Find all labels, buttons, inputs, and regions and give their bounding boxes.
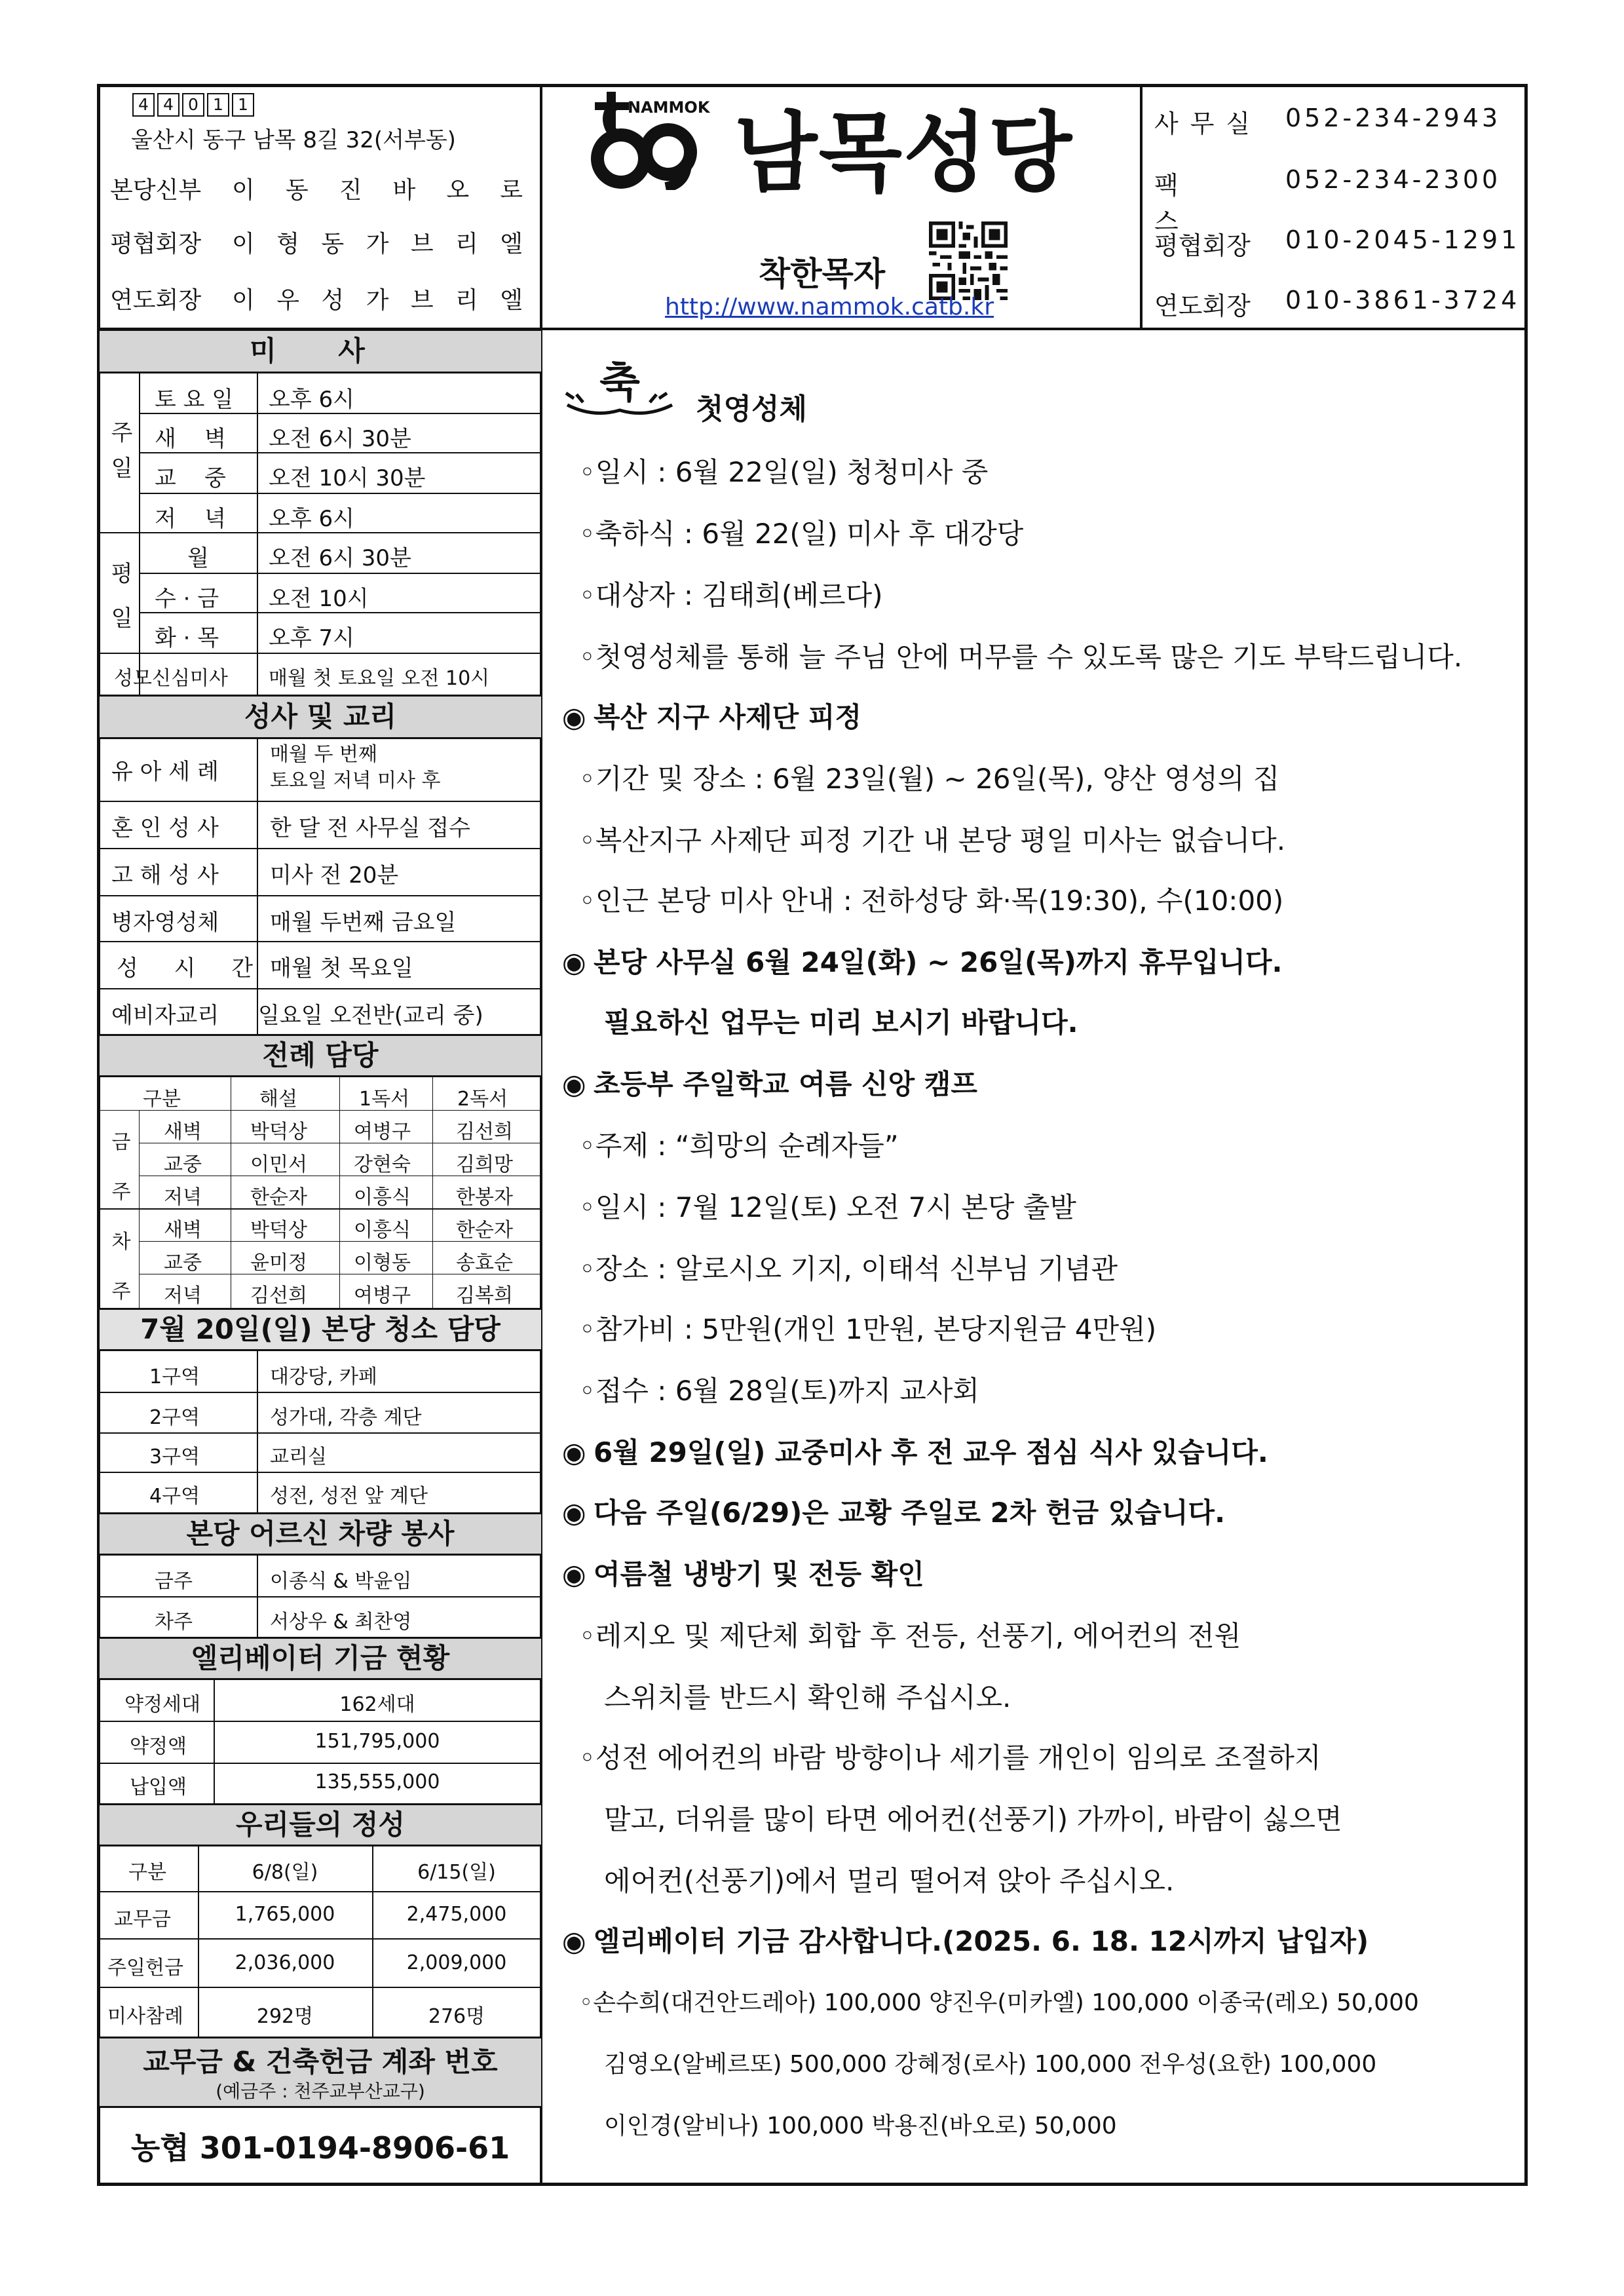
cleaning-place: 성전, 성전 앞 계단	[270, 1485, 428, 1508]
staff-council-president: 평협회장 이 형 동 가 브 리 엘	[110, 231, 523, 258]
account-number: 농협 301-0194-8906-61	[130, 2130, 510, 2166]
notice-heading: ◉ 복산 지구 사제단 피정	[562, 701, 862, 733]
offering-value: 1,765,000	[235, 1903, 335, 1926]
staff-pastor: 본당신부 이 동 진 바 오 로	[110, 177, 523, 204]
mass-time: 오전 6시 30분	[269, 545, 411, 571]
offering-value: 2,475,000	[406, 1903, 507, 1926]
mass-time: 오전 6시 30분	[269, 426, 411, 452]
offering-header: 6/8(일)	[252, 1861, 318, 1884]
liturgy-cell: 이흥식	[354, 1219, 411, 1242]
parish-name: 남목성당	[734, 103, 1074, 204]
liturgy-cell: 저녁	[164, 1284, 202, 1307]
sacrament-value: 일요일 오전반(교리 중)	[258, 1003, 483, 1029]
offering-value: 2,036,000	[235, 1951, 335, 1974]
notice-line: ◦일시 : 7월 12일(토) 오전 7시 본당 출발	[579, 1191, 1076, 1223]
sacrament-label: 성 시 간	[117, 955, 268, 982]
offering-label: 미사참례	[107, 2005, 183, 2028]
cleaning-area: 3구역	[149, 1445, 200, 1468]
contact-council-president: 평협회장 010-2045-1291	[1154, 225, 1520, 260]
notice-heading: ◉ 6월 29일(일) 교중미사 후 전 교우 점심 식사 있습니다.	[562, 1436, 1268, 1468]
mass-day: 월	[187, 545, 209, 571]
cleaning-area: 4구역	[149, 1485, 200, 1508]
offering-header: 6/15(일)	[417, 1861, 496, 1884]
address: 울산시 동구 남목 8길 32(서부동)	[131, 127, 456, 153]
logo-brand: NAMMOK	[628, 98, 710, 117]
fund-value: 135,555,000	[314, 1770, 440, 1793]
liturgy-header: 해설	[259, 1088, 297, 1111]
offering-label: 주일헌금	[107, 1957, 183, 1980]
mass-section-title: 미 사	[100, 329, 541, 373]
liturgy-header: 2독서	[457, 1088, 508, 1111]
offering-value: 276명	[428, 2005, 485, 2028]
fund-label: 약정세대	[124, 1693, 200, 1716]
notice-line: ◦첫영성체를 통해 늘 주님 안에 머무를 수 있도록 많은 기도 부탁드립니다.	[579, 641, 1463, 673]
liturgy-header: 1독서	[359, 1088, 410, 1111]
donor-line: 김영오(알베르또) 500,000 강혜정(로사) 100,000 전우성(요한) 100,000	[604, 2051, 1377, 2078]
mass-day: 교 중	[155, 465, 226, 491]
vehicle-names: 서상우 & 최찬영	[270, 1611, 412, 1634]
notice-line: ◦복산지구 사제단 피정 기간 내 본당 평일 미사는 없습니다.	[579, 824, 1286, 856]
stamp-text: 축	[599, 359, 640, 408]
liturgy-cell: 여병구	[354, 1120, 411, 1143]
mass-day: 저 녁	[155, 506, 226, 532]
bullet-icon: ◉	[562, 1558, 586, 1590]
fund-label: 납입액	[130, 1776, 187, 1799]
mass-day: 토 요 일	[155, 387, 234, 413]
postal-code: 4 4 0 1 1	[132, 93, 254, 117]
fund-value: 151,795,000	[314, 1730, 440, 1753]
offering-label: 교무금	[114, 1908, 171, 1931]
notice-line: ◦인근 본당 미사 안내 : 전하성당 화·목(19:30), 수(10:00)	[579, 885, 1284, 917]
account-title: 교무금 & 건축헌금 계좌 번호	[143, 2046, 498, 2078]
mass-time: 오전 10시	[269, 586, 369, 612]
offering-header: 구분	[128, 1861, 166, 1884]
mass-time: 오후 7시	[269, 625, 354, 651]
account-holder: (예금주 : 천주교부산교구)	[216, 2080, 425, 2102]
bullet-icon: ◉	[562, 1497, 586, 1529]
cleaning-place: 교리실	[270, 1445, 327, 1468]
liturgy-cell: 여병구	[354, 1284, 411, 1307]
weekday-label: 평 일	[111, 561, 133, 632]
notice-heading: ◉ 본당 사무실 6월 24일(화) ~ 26일(목)까지 휴무입니다.	[562, 946, 1283, 978]
sunday-label: 주 일	[111, 420, 133, 482]
vehicle-week: 차주	[155, 1611, 193, 1634]
cleaning-section-title: 7월 20일(일) 본당 청소 담당	[100, 1308, 541, 1351]
liturgy-cell: 한봉자	[456, 1186, 513, 1209]
vehicle-names: 이종식 & 박윤임	[270, 1570, 412, 1593]
sacraments-section-title: 성사 및 교리	[100, 695, 541, 739]
contact-office: 사무실 052-234-2943	[1154, 104, 1501, 138]
offerings-section-title: 우리들의 정성	[100, 1803, 541, 1846]
cleaning-place: 성가대, 각층 계단	[270, 1406, 422, 1429]
notice-line: 필요하신 업무는 미리 보시기 바랍니다.	[604, 1006, 1078, 1039]
liturgy-section-title: 전례 담당	[100, 1034, 541, 1077]
sacrament-value: 미사 전 20분	[270, 862, 399, 889]
notice-heading: ◉ 초등부 주일학교 여름 신앙 캠프	[562, 1068, 977, 1100]
liturgy-cell: 김복희	[456, 1284, 513, 1307]
special-mass-time: 매월 첫 토요일 오전 10시	[269, 667, 490, 690]
notice-line: ◦대상자 : 김태희(베르다)	[579, 579, 883, 611]
notice-line: ◦장소 : 알로시오 기지, 이태석 신부님 기념관	[579, 1253, 1118, 1285]
liturgy-cell: 박덕상	[250, 1120, 307, 1143]
cleaning-place: 대강당, 카페	[270, 1366, 377, 1388]
liturgy-cell: 저녁	[164, 1186, 202, 1209]
vehicle-section-title: 본당 어르신 차량 봉사	[100, 1512, 541, 1556]
celebration-stamp-icon	[554, 359, 685, 418]
bullet-icon: ◉	[562, 701, 586, 733]
elevator-fund-section-title: 엘리베이터 기금 현황	[100, 1637, 541, 1680]
liturgy-cell: 김선희	[456, 1120, 513, 1143]
header-right-divider	[1140, 85, 1142, 329]
sacrament-label: 혼 인 성 사	[111, 815, 219, 841]
liturgy-cell: 교중	[164, 1252, 202, 1274]
liturgy-cell: 강현숙	[354, 1153, 411, 1176]
mass-time: 오후 6시	[269, 387, 354, 413]
notice-line: ◦참가비 : 5만원(개인 1만원, 본당지원금 4만원)	[579, 1313, 1157, 1345]
cleaning-area: 2구역	[149, 1406, 200, 1429]
notice-line: 에어컨(선풍기)에서 멀리 떨어져 앉아 주십시오.	[604, 1865, 1175, 1897]
sacrament-value: 매월 두 번째 토요일 저녁 미사 후	[270, 743, 441, 792]
notice-line: 스위치를 반드시 확인해 주십시오.	[604, 1681, 1011, 1713]
bullet-icon: ◉	[562, 1436, 586, 1468]
liturgy-cell: 송효순	[456, 1252, 513, 1274]
liturgy-cell: 새벽	[164, 1120, 202, 1143]
week-subtitle: 착한목자	[759, 255, 886, 293]
liturgy-cell: 김선희	[250, 1284, 307, 1307]
notice-line: ◦축하식 : 6월 22(일) 미사 후 대강당	[579, 518, 1024, 550]
liturgy-cell: 새벽	[164, 1219, 202, 1242]
bullet-icon: ◉	[562, 1925, 586, 1957]
notice-line: ◦일시 : 6월 22일(일) 청청미사 중	[579, 456, 989, 488]
first-communion-title: 첫영성체	[696, 392, 808, 426]
offering-value: 2,009,000	[406, 1951, 507, 1974]
notice-heading: ◉ 여름철 냉방기 및 전등 확인	[562, 1558, 924, 1590]
sacrament-label: 유 아 세 례	[111, 759, 219, 785]
offering-value: 292명	[256, 2005, 314, 2028]
week-label: 금 주 차 주	[111, 1131, 131, 1303]
notice-line: ◦기간 및 장소 : 6월 23일(월) ~ 26일(목), 양산 영성의 집	[579, 763, 1280, 795]
staff-yeondo-president: 연도회장 이 우 성 가 브 리 엘	[110, 287, 523, 314]
sacrament-value: 매월 두번째 금요일	[270, 909, 457, 936]
donor-line: 이인경(알비나) 100,000 박용진(바오로) 50,000	[604, 2113, 1117, 2139]
liturgy-cell: 윤미정	[250, 1252, 307, 1274]
notice-line: 말고, 더위를 많이 타면 에어컨(선풍기) 가까이, 바람이 싫으면	[604, 1803, 1342, 1835]
liturgy-cell: 김희망	[456, 1153, 513, 1176]
sacrament-label: 예비자교리	[111, 1003, 219, 1029]
notice-heading: ◉ 다음 주일(6/29)은 교황 주일로 2차 헌금 있습니다.	[562, 1497, 1226, 1529]
mass-day: 수 · 금	[155, 586, 219, 612]
liturgy-cell: 한순자	[250, 1186, 307, 1209]
liturgy-cell: 교중	[164, 1153, 202, 1176]
notice-line: ◦성전 에어컨의 바람 방향이나 세기를 개인이 임의로 조절하지	[579, 1742, 1321, 1774]
bullet-icon: ◉	[562, 946, 586, 978]
bullet-icon: ◉	[562, 1068, 586, 1100]
contact-yeondo-president: 연도회장 010-3861-3724	[1154, 286, 1520, 320]
website-link[interactable]: http://www.nammok.catb.kr	[665, 294, 994, 320]
fund-label: 약정액	[130, 1735, 187, 1758]
vehicle-week: 금주	[155, 1570, 193, 1593]
cleaning-area: 1구역	[149, 1366, 200, 1388]
sacrament-value: 매월 첫 목요일	[270, 955, 413, 982]
sacrament-label: 고 해 성 사	[111, 862, 219, 889]
liturgy-cell: 이흥식	[354, 1186, 411, 1209]
mass-time: 오후 6시	[269, 506, 354, 532]
notice-heading: ◉ 엘리베이터 기금 감사합니다.(2025. 6. 18. 12시까지 납입자)	[562, 1925, 1369, 1957]
liturgy-cell: 이형동	[354, 1252, 411, 1274]
sacrament-value: 한 달 전 사무실 접수	[270, 815, 470, 841]
notice-line: ◦레지오 및 제단체 회합 후 전등, 선풍기, 에어컨의 전원	[579, 1620, 1241, 1652]
notice-line: ◦주제 : “희망의 순례자들”	[579, 1130, 899, 1162]
donor-line: ◦손수희(대건안드레아) 100,000 양진우(미카엘) 100,000 이종국(레오) 50,000	[579, 1989, 1419, 2016]
fund-value: 162세대	[339, 1693, 415, 1716]
sacrament-label: 병자영성체	[111, 909, 219, 936]
mass-time: 오전 10시 30분	[269, 465, 426, 491]
special-mass-label: 성모신심미사	[114, 667, 228, 690]
qr-code-icon	[929, 221, 1008, 300]
liturgy-cell: 한순자	[456, 1219, 513, 1242]
mass-day: 화 · 목	[155, 625, 219, 651]
contact-fax: 팩스 052-234-2300	[1154, 165, 1501, 236]
mass-day: 새 벽	[155, 426, 226, 452]
liturgy-cell: 박덕상	[250, 1219, 307, 1242]
notice-line: ◦접수 : 6월 28일(토)까지 교사회	[579, 1375, 979, 1407]
liturgy-cell: 이민서	[250, 1153, 307, 1176]
liturgy-header: 구분	[143, 1088, 181, 1111]
